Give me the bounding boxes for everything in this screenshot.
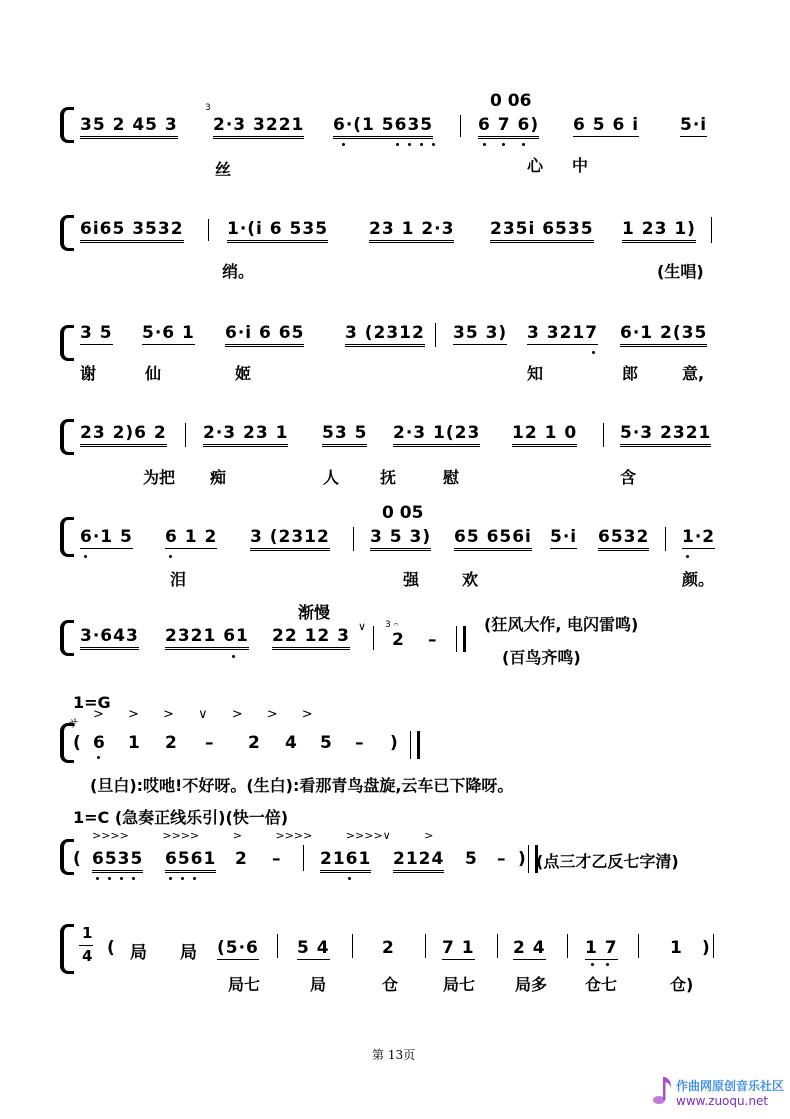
note-group: 65 656i: [454, 527, 532, 551]
note-group: 6i65 3532: [80, 219, 184, 243]
percussion-syllable: 仓七: [585, 975, 618, 994]
score-row-2: [0, 205, 790, 295]
note-group: 53 5: [322, 423, 367, 447]
note-group: 6561: [165, 849, 216, 873]
note-group: 6·i 6 65: [225, 323, 304, 347]
lyric: 心: [527, 156, 544, 175]
time-signature-line: [79, 945, 93, 946]
note: –: [205, 733, 215, 753]
note-group: 3 (2312: [345, 323, 425, 347]
note-group: 1 7: [585, 938, 618, 958]
barline: [425, 934, 426, 958]
note: (: [73, 733, 82, 753]
note-group: 2·3 23 1: [203, 423, 288, 447]
note-group: 6·1 5: [80, 527, 133, 547]
note-group: 12 1 0: [512, 423, 577, 447]
dialogue: (旦白):哎吔!不好呀。(生白):看那青鸟盘旋,云车已下降呀。: [90, 776, 514, 795]
note-group: 5·i: [680, 115, 708, 135]
lyric: 意,: [682, 364, 705, 383]
brace: [60, 620, 74, 656]
brace: [60, 215, 74, 251]
note-group: 2 4: [513, 938, 546, 958]
barline: [460, 115, 461, 137]
key-signature: 1=G: [73, 693, 111, 712]
lyric: 谢: [80, 364, 97, 383]
score-row-8: [0, 805, 790, 885]
stage-direction: (百鸟齐鸣): [502, 648, 581, 667]
note: –: [355, 733, 365, 753]
barline: [713, 934, 714, 958]
note-group: 2·3 1(23: [393, 423, 480, 447]
brace: [60, 517, 74, 557]
note: ): [518, 849, 527, 869]
note-group: 6 7 6): [478, 115, 539, 139]
lyric: 郎: [622, 364, 639, 383]
note-group: 2·3 3221: [213, 115, 304, 139]
note-group: 5·3 2321: [620, 423, 711, 447]
lyric: 痴: [210, 468, 227, 487]
lyric: 姬: [235, 364, 252, 383]
free-rhythm-mark: サ: [68, 717, 79, 730]
note-group: 2124: [393, 849, 444, 873]
note: 2: [165, 733, 178, 753]
brace: [60, 325, 74, 361]
note-group: 1 23 1): [622, 219, 696, 243]
brace: [60, 107, 74, 143]
lyric: 为把: [143, 468, 176, 487]
note: 2: [235, 849, 248, 869]
fermata-mark: 3 𝄐: [385, 620, 399, 630]
note-group: 35 2 45 3: [80, 115, 178, 139]
note-group: 3 (2312: [250, 527, 330, 551]
note: 4: [285, 733, 298, 753]
note: –: [428, 630, 438, 650]
brace: [60, 839, 74, 875]
barline: [497, 934, 498, 958]
lyric: (生唱): [657, 262, 704, 281]
watermark-title: 作曲网原创音乐社区: [676, 1079, 785, 1093]
note: ): [702, 938, 711, 958]
lyric: 抚: [380, 468, 397, 487]
note: 1: [670, 938, 683, 958]
lyric: 强: [403, 570, 420, 589]
lyric: 人: [323, 468, 340, 487]
note-group: 3 3217: [527, 323, 599, 343]
percussion-syllable: 局七: [228, 975, 261, 994]
percussion-syllable: 局: [310, 975, 327, 994]
note-group: 23 2)6 2: [80, 423, 167, 447]
note: –: [272, 849, 282, 869]
note: 2: [382, 938, 395, 958]
barline: [603, 423, 604, 447]
watermark[interactable]: www.zuoqu.net: [676, 1094, 769, 1108]
barline: [352, 934, 353, 958]
note-group: 23 1 2·3: [369, 219, 454, 243]
note: 局: [180, 943, 198, 963]
page-number: 第 13页: [372, 1048, 416, 1062]
annotation: 0 05: [382, 503, 424, 523]
score-row-6: [0, 600, 790, 680]
percussion-syllable: 局多: [515, 975, 548, 994]
barline: [185, 423, 186, 447]
note-group: 6 1 2: [165, 527, 218, 547]
score-row-4: [0, 415, 790, 505]
brace: [60, 723, 74, 763]
barline: [567, 934, 568, 958]
percussion-cue: (点三才乙反七字清): [536, 852, 679, 871]
accent-marks: >>>> >>>> > >>>> >>>>∨ >: [92, 829, 434, 842]
time-signature-bottom: 4: [82, 947, 94, 965]
tempo-marking: 渐慢: [298, 603, 331, 622]
note: 6: [93, 733, 106, 753]
score-row-1: [0, 91, 790, 195]
note: 5: [465, 849, 478, 869]
double-barline: [410, 731, 420, 759]
note-group: 3 5: [80, 323, 113, 343]
barline: [277, 934, 278, 958]
percussion-syllable: 局七: [443, 975, 476, 994]
brace: [60, 924, 74, 974]
note-group: 6 5 6 i: [573, 115, 640, 135]
note: (: [107, 938, 116, 958]
lyric: 慰: [443, 468, 460, 487]
note: –: [497, 849, 507, 869]
time-signature-top: 1: [82, 924, 94, 942]
note-group: 1·2: [682, 527, 716, 547]
score-row-3: [0, 315, 790, 405]
note-group: 35 3): [453, 323, 508, 343]
percussion-syllable: 仓: [382, 975, 399, 994]
note-group: 6·(1 5635: [333, 115, 433, 139]
barline: [665, 527, 666, 551]
note: 局: [130, 943, 148, 963]
barline: [303, 845, 304, 871]
barline: [353, 527, 354, 551]
note-group: 3·643: [80, 626, 139, 650]
score-row-9: [0, 920, 790, 1000]
note: ): [390, 733, 399, 753]
percussion-syllable: 仓): [670, 975, 694, 994]
double-barline: [456, 626, 466, 652]
breath-mark: ∨: [358, 620, 367, 633]
note-group: 5 4: [297, 938, 330, 958]
lyric: 知: [527, 364, 544, 383]
accent-marks: > > > ∨ > > >: [93, 707, 313, 722]
note: 2: [392, 630, 405, 650]
note-group: 22 12 3: [272, 626, 350, 650]
lyric: 绡。: [222, 262, 255, 281]
note-group: 5·i: [550, 527, 578, 547]
lyric: 欢: [462, 570, 479, 589]
barline: [435, 323, 436, 347]
lyric: 丝: [215, 160, 232, 179]
lyric: 泪: [170, 570, 187, 589]
note: 2: [248, 733, 261, 753]
lyric: 仙: [145, 364, 162, 383]
barline: [373, 626, 374, 650]
note: 5: [320, 733, 333, 753]
music-note-logo-icon: [651, 1073, 673, 1107]
note: 1: [128, 733, 141, 753]
lyric: 中: [572, 156, 589, 175]
note-group: 2321 61: [165, 626, 249, 650]
note-group: 7 1: [442, 938, 475, 958]
stage-direction: (狂风大作, 电闪雷鸣): [484, 615, 639, 634]
lyric: 含: [620, 468, 637, 487]
barline: [208, 219, 209, 241]
score-row-5: [0, 505, 790, 605]
annotation: 0 06: [490, 91, 532, 111]
note-group: 6·1 2(35: [620, 323, 707, 347]
note-group: (5·6: [217, 938, 259, 958]
triplet-mark: 3: [205, 103, 211, 113]
score-row-7: [0, 693, 790, 803]
barline: [638, 934, 639, 958]
brace: [60, 419, 74, 455]
barline: [711, 217, 712, 243]
note: (: [73, 849, 82, 869]
lyric: 颜。: [682, 570, 715, 589]
note-group: 2161: [320, 849, 371, 873]
note-group: 6532: [598, 527, 649, 551]
note-group: 1·(i 6 535: [227, 219, 328, 243]
note-group: 5·6 1: [142, 323, 195, 343]
note-group: 3 5 3): [370, 527, 431, 551]
note-group: 6535: [92, 849, 143, 873]
key-signature: 1=C (急奏正线乐引)(快一倍): [73, 808, 289, 827]
note-group: 235i 6535: [490, 219, 594, 243]
